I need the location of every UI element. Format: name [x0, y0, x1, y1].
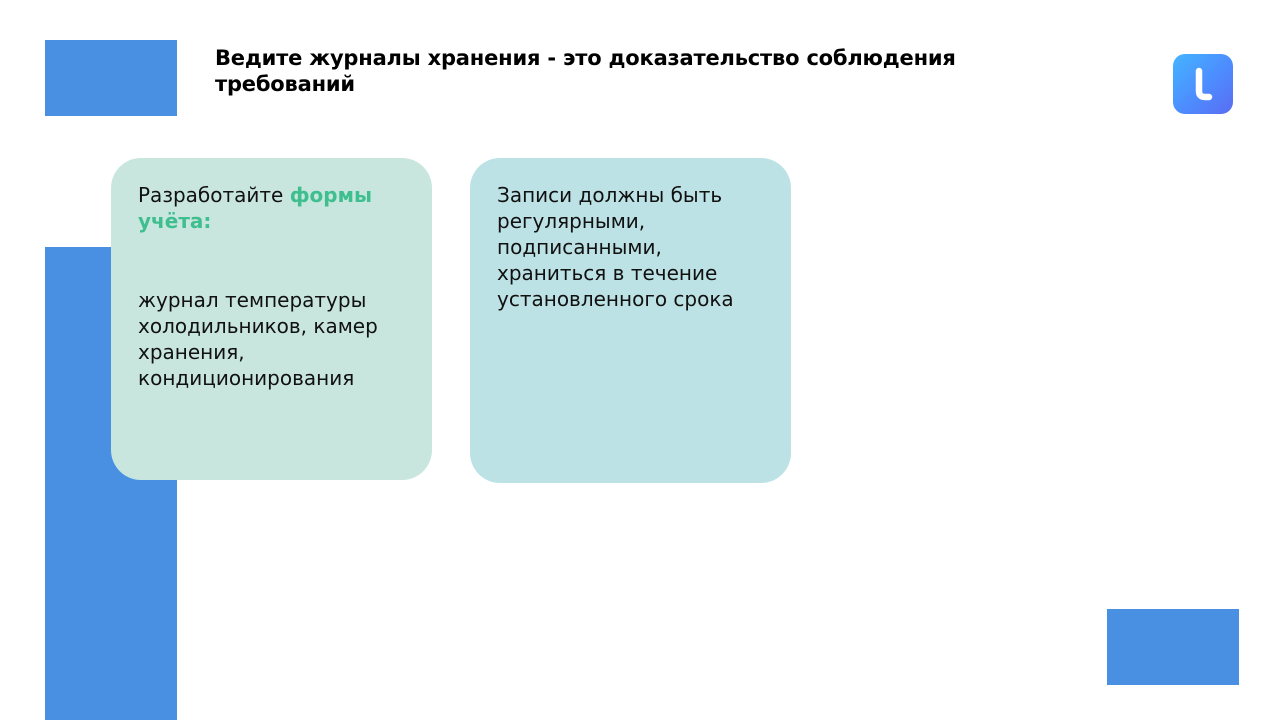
card-record-requirements-body: Записи должны быть регулярными, подписанными, храниться в течение установленного срока [497, 183, 734, 311]
card-record-forms-body: журнал температуры холодильников, камер хранения, кондиционирования [138, 288, 378, 390]
decor-block-bottom-right [1107, 609, 1239, 685]
slide-title: Ведите журналы хранения - это доказательство соблюдения требований [215, 46, 956, 96]
brand-logo-glyph [1173, 54, 1233, 114]
card-heading-accent: формы учёта: [138, 183, 373, 233]
card-record-forms-heading [138, 182, 406, 234]
card-record-requirements [470, 158, 791, 483]
brand-logo-icon [1173, 54, 1233, 114]
card-record-forms [111, 158, 432, 480]
decor-block-top-left [45, 40, 177, 116]
card-heading-prefix: Разработайте [138, 183, 290, 207]
